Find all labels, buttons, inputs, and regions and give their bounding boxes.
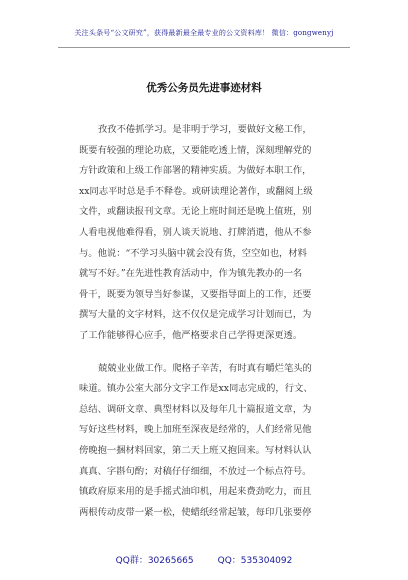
paragraph-gap (79, 347, 341, 359)
paragraph-line: 就写不好。”在先进性教育活动中，作为镇先教办的一名 (79, 268, 303, 280)
header-divider (58, 47, 350, 48)
paragraph-line: 真真、字斟句酌；对稿仔仔细细，不放过一个标点符号。 (79, 465, 312, 477)
paragraph-line: 文件，或翻读报刊文章。无论上班时间还是晚上值班，别 (79, 206, 312, 218)
document-body (79, 120, 341, 523)
paragraph-line: 与。他说：“不学习头脑中就会没有货，空空如也，材料 (79, 247, 307, 259)
footer-qq-group: QQ群：30265665 (115, 556, 194, 566)
paragraph-line: 撰写大量的文字材料，这不仅仅是完成学习计划而已，为 (79, 309, 312, 321)
paragraph-line: xx同志平时总是手不释卷。或研读理论著作，或翻阅上级 (79, 185, 313, 197)
paragraph-line: 写好这些材料，晚上加班至深夜是经常的，人们经常见他 (79, 424, 312, 436)
paragraph-line: 傍晚抱一捆材料回家，第二天上班又抱回来。写材料认认 (79, 444, 312, 456)
footer-qq-number: QQ：535304092 (217, 556, 293, 566)
paragraph-line: 既要有较强的理论功底，又要能吃透上情，深刻理解党的 (79, 144, 312, 156)
paragraph-line: 方针政策和上级工作部署的精神实质。为做好本职工作， (79, 165, 312, 177)
paragraph-line: 了工作能够得心应手，他严格要求自己学得更深更透。 (79, 329, 303, 341)
paragraph-line: 人看电视他难得看，别人谈天说地、打牌消遣，他从不参 (79, 226, 312, 238)
footer-contact (0, 553, 408, 566)
document-title: 优秀公务员先进事迹材料 (146, 82, 262, 94)
header-promo-note: 关注头条号“公文研究”，获得最新最全最专业的公文资料库！ 微信：gongwenyj (74, 29, 334, 37)
paragraph-line: 兢兢业业做工作。爬格子辛苦，有时真有嚼烂笔头的 (98, 362, 312, 374)
paragraph-line: 骨干，既要为领导当好参谋，又要指导面上的工作，还要 (79, 288, 312, 300)
paragraph-line: 味道。镇办公室大部分文字工作是xx同志完成的，行文、 (79, 383, 313, 395)
paragraph-line: 两根传动皮带一紧一松，使蜡纸经常起皱，每印几张要停 (79, 506, 312, 518)
paragraph-line: 镇政府原来用的是手摇式油印机，用起来费劲吃力，而且 (79, 486, 312, 498)
paragraph-line: 总结、调研文章、典型材料以及每年几十篇报道文章，为 (79, 403, 312, 415)
paragraph-line: 孜孜不倦抓学习。是非明于学习，要做好文秘工作， (98, 124, 312, 135)
